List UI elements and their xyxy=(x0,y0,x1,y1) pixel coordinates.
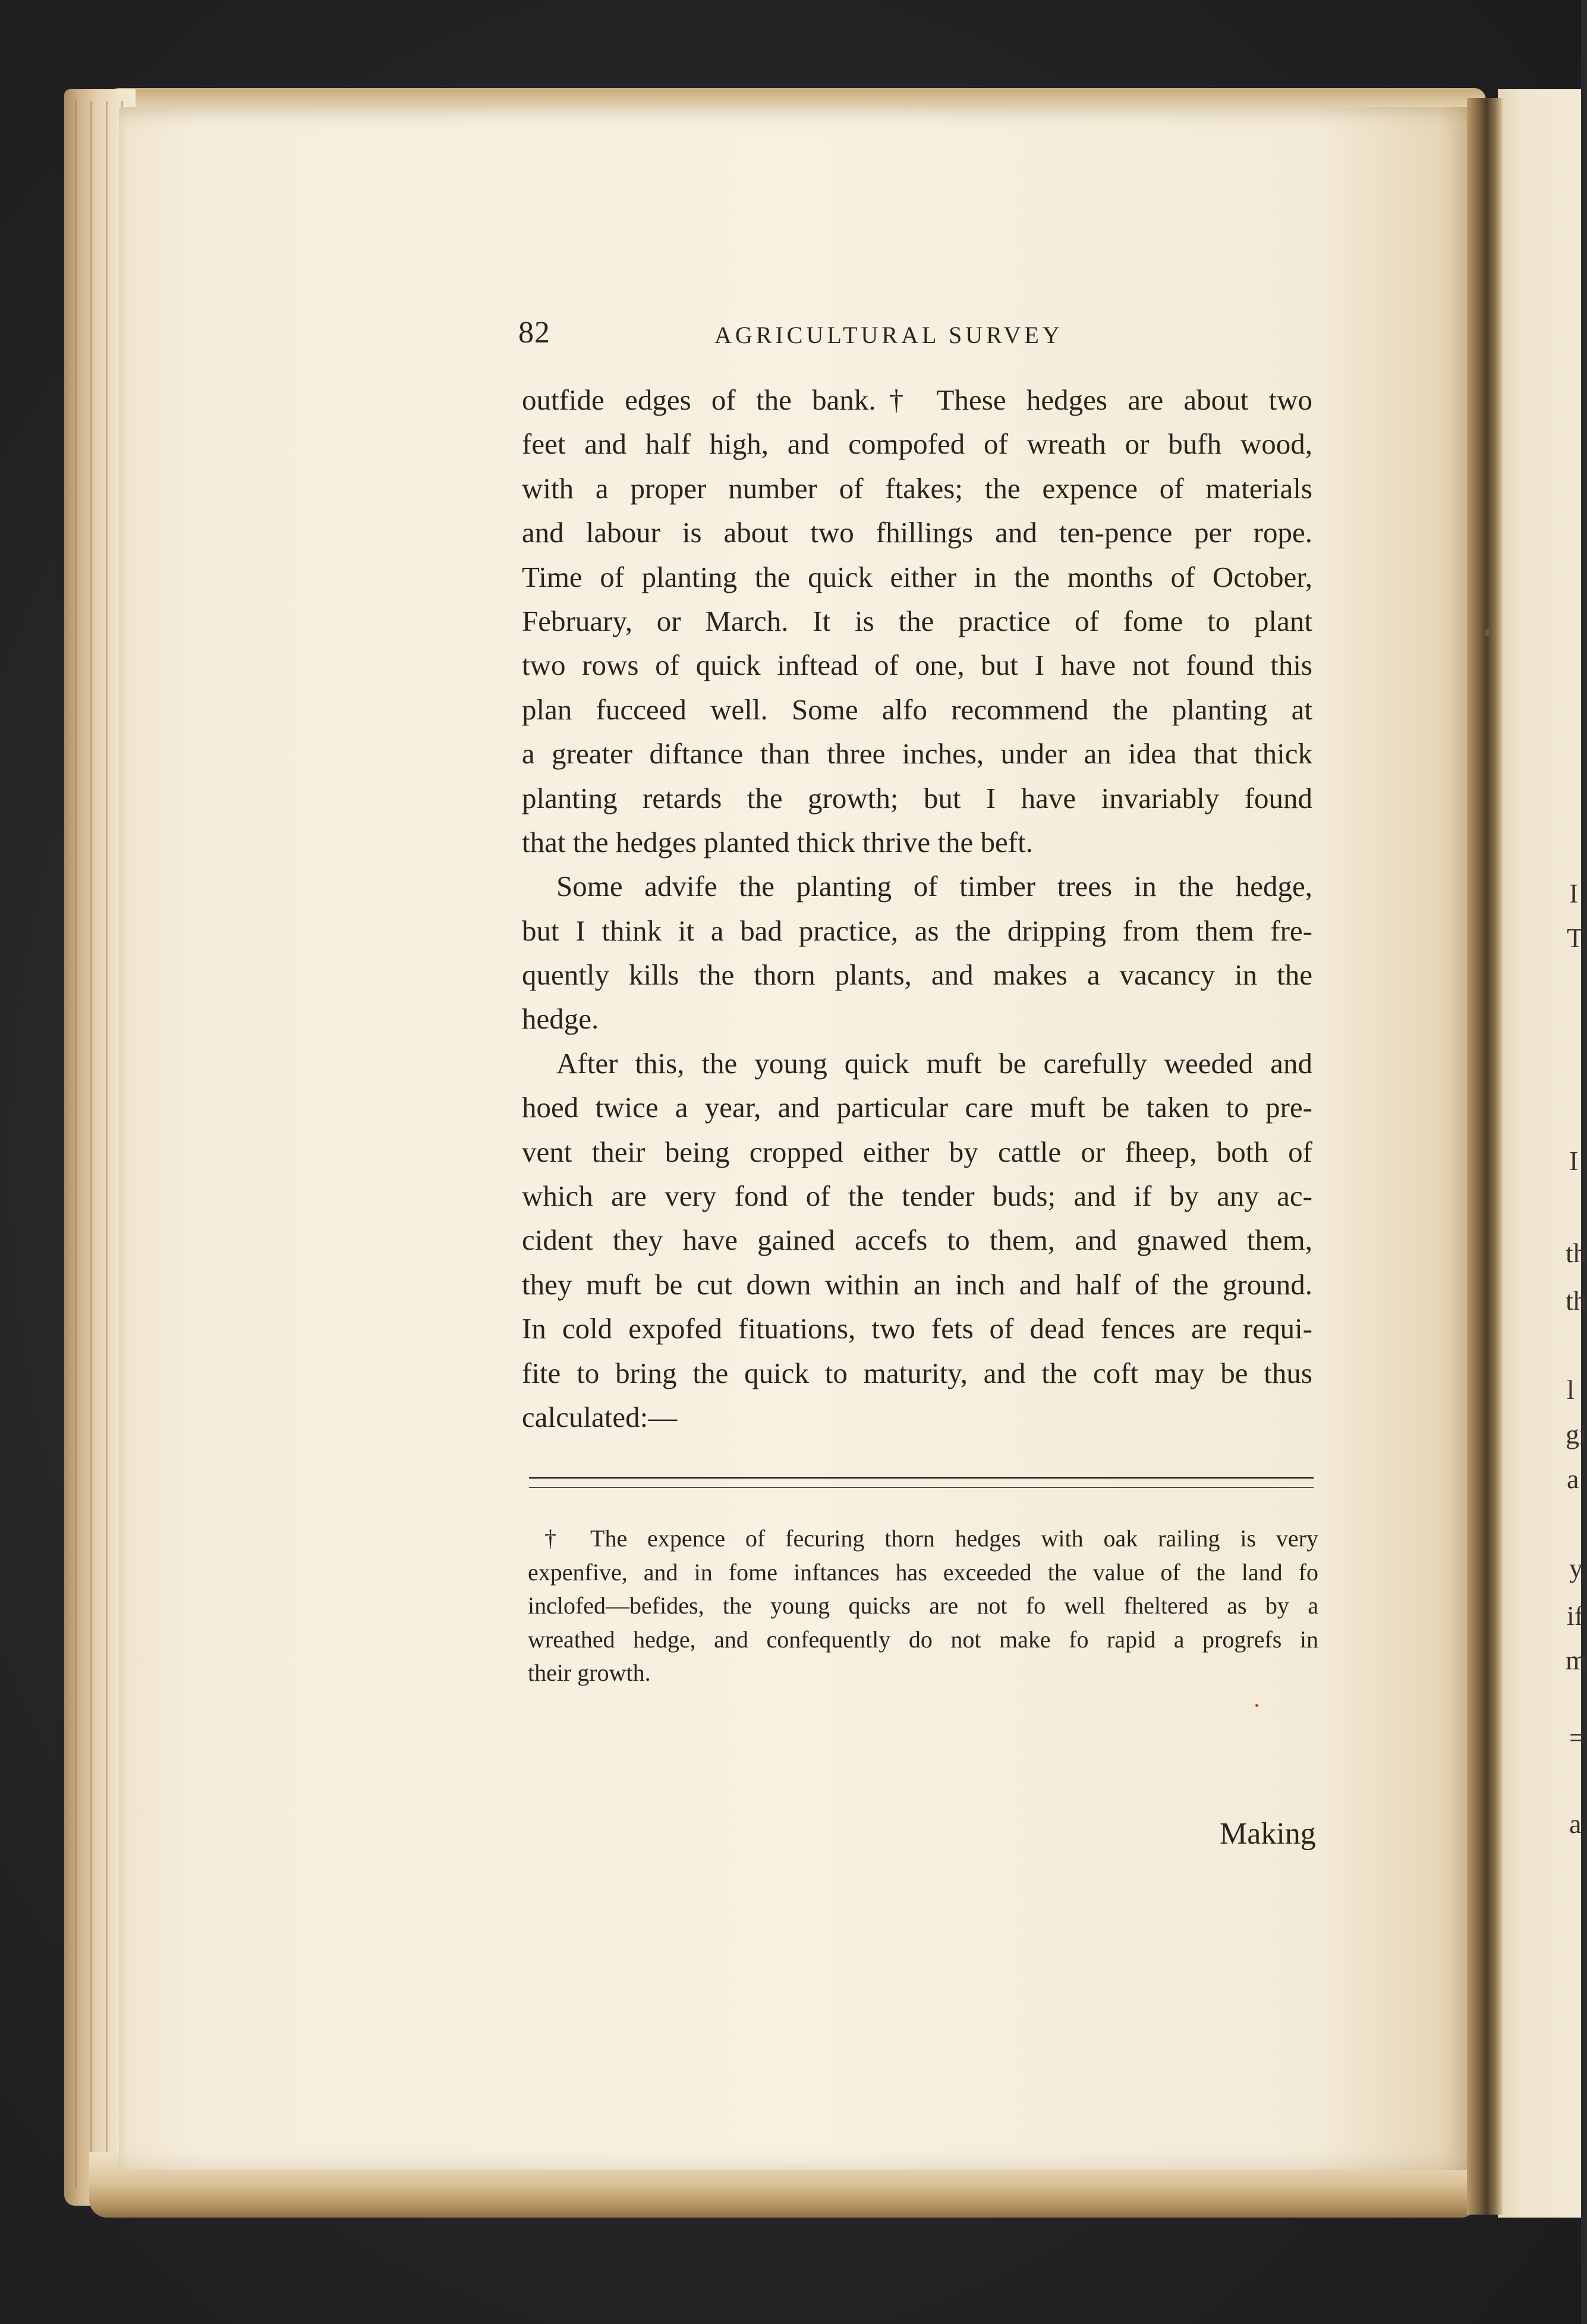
text-line: Some advife the planting of timber trees in the hedge, xyxy=(556,870,1312,903)
text-line: plan fucceed well. Some alfo recommend the planting at xyxy=(522,693,1312,726)
body-text xyxy=(522,378,1312,1439)
facing-page-fragment: y xyxy=(1569,1553,1583,1583)
facing-page-fragment: th xyxy=(1566,1238,1587,1268)
text-line: Time of planting the quick either in the months of October, xyxy=(522,560,1312,593)
catchword: Making xyxy=(1220,1817,1316,1851)
footnote-line: their growth. xyxy=(528,1659,651,1686)
facing-page-fragment: = xyxy=(1569,1722,1585,1753)
footnote-line: wreathed hedge, and confequently do not make fo rapid a progrefs in xyxy=(528,1625,1318,1653)
text-line: and labour is about two fhillings and ten-pence per rope. xyxy=(522,516,1312,549)
book-gutter xyxy=(1467,98,1503,2215)
text-line: quently kills the thorn plants, and makes a vacancy in the xyxy=(522,958,1312,992)
facing-page-fragment: I xyxy=(1569,1146,1579,1176)
page-header xyxy=(518,315,1315,357)
facing-page-fragment: T xyxy=(1567,923,1584,953)
text-line: In cold expofed fituations, two fets of dead fences are requi- xyxy=(522,1312,1312,1345)
facing-page xyxy=(1498,89,1584,2218)
text-line: vent their being cropped either by cattle or fheep, both of xyxy=(522,1135,1312,1168)
footnote-rule xyxy=(529,1477,1314,1488)
text-line: they muft be cut down within an inch and half of the ground. xyxy=(522,1268,1312,1301)
facing-page-fragment: gi xyxy=(1566,1419,1587,1449)
text-line: February, or March. It is the practice of fome to plant xyxy=(522,604,1312,637)
ink-speck xyxy=(1485,629,1491,636)
footnote-line: † The expence of fecuring thorn hedges with oak railing is very xyxy=(544,1525,1318,1552)
footnote-line: expenfive, and in fome inftances has exceeded the value of the land fo xyxy=(528,1558,1318,1586)
text-line: two rows of quick inftead of one, but I have not found this xyxy=(522,649,1312,682)
text-line: cident they have gained accefs to them, and gnawed them, xyxy=(522,1224,1312,1257)
text-line: outfide edges of the bank.† These hedges are about two xyxy=(522,383,1312,416)
facing-page-fragment: l xyxy=(1567,1375,1575,1405)
text-line: which are very fond of the tender buds; and if by any ac- xyxy=(522,1180,1312,1213)
facing-page-fragment: if xyxy=(1567,1600,1584,1631)
text-line: fite to bring the quick to maturity, and the coft may be thus xyxy=(522,1356,1312,1389)
facing-page-fragment: I xyxy=(1569,878,1579,908)
footnote xyxy=(528,1522,1318,1690)
facing-page-fragment: m xyxy=(1566,1645,1587,1675)
text-line: but I think it a bad practice, as the dripping from them fre- xyxy=(522,914,1312,947)
text-line: with a proper number of ftakes; the expence of materials xyxy=(522,471,1312,505)
text-line: that the hedges planted thick thrive the beft. xyxy=(522,825,1033,858)
text-line: hedge. xyxy=(522,1002,599,1036)
facing-page-fragment: a xyxy=(1569,1809,1582,1839)
text-line: planting retards the growth; but I have invariably found xyxy=(522,781,1312,814)
facing-page-fragment: th xyxy=(1566,1285,1587,1316)
page-number: 82 xyxy=(518,316,550,350)
running-title: AGRICULTURAL SURVEY xyxy=(714,322,1063,348)
text-line: feet and half high, and compofed of wreath or bufh wood, xyxy=(522,427,1312,461)
text-line: calculated:— xyxy=(522,1400,678,1433)
text-line: After this, the young quick muft be carefully weeded and xyxy=(556,1046,1312,1080)
text-line: hoed twice a year, and particular care muft be taken to pre- xyxy=(522,1091,1312,1124)
text-line: a greater diftance than three inches, under an idea that thick xyxy=(522,737,1312,771)
facing-page-fragment: a xyxy=(1567,1464,1579,1494)
footnote-line: inclofed—befides, the young quicks are not fo well fheltered as by a xyxy=(528,1592,1318,1619)
ink-speck xyxy=(1255,1704,1258,1707)
